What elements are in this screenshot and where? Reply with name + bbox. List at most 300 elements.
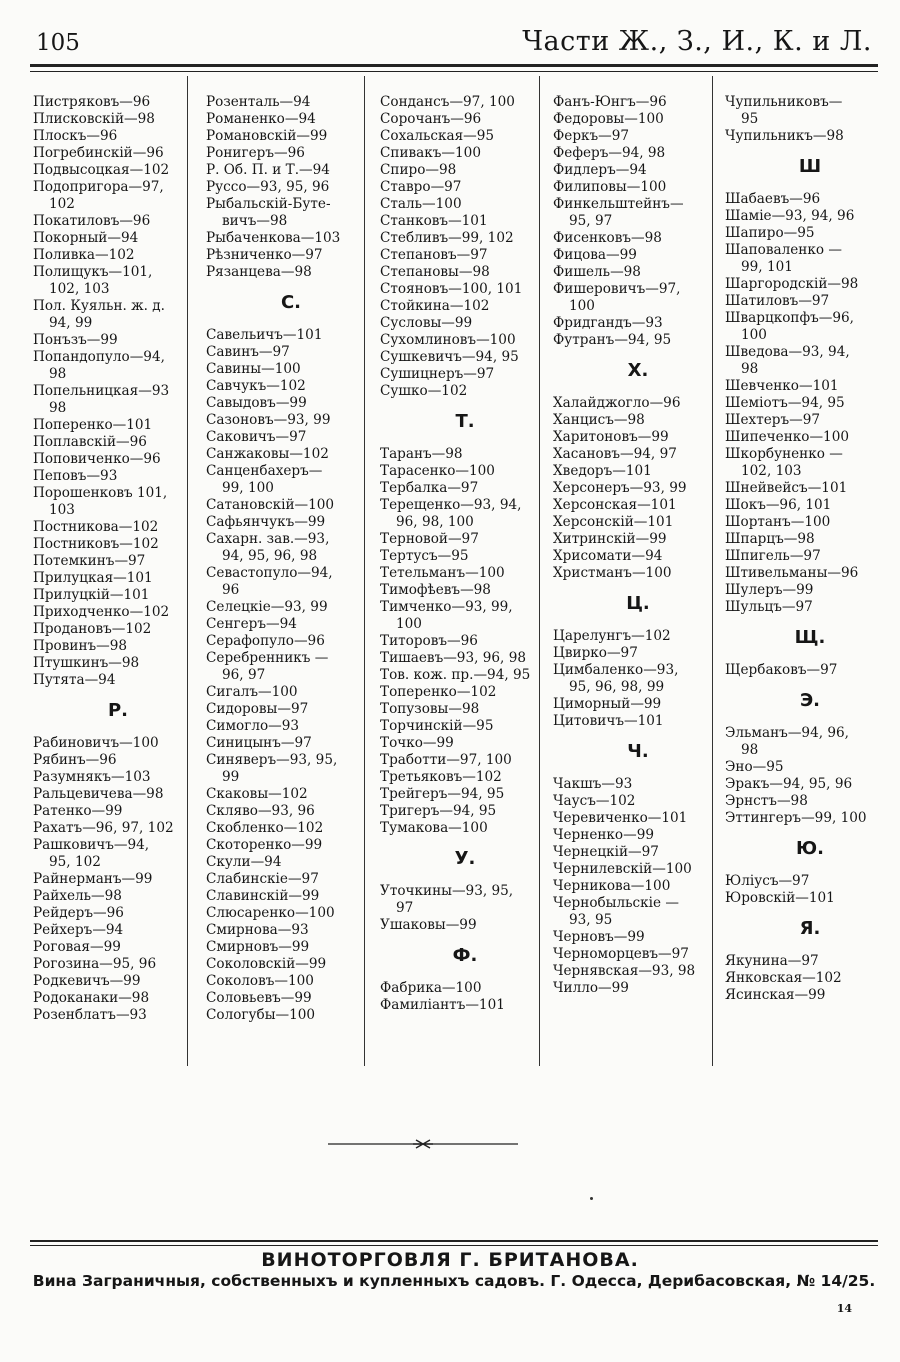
index-entry	[206, 412, 376, 429]
entry-line: Синяверъ—93, 95,	[206, 752, 338, 768]
entry-line: Тишаевъ—93, 96, 98	[380, 650, 526, 666]
entry-line: Фидлеръ—94	[553, 162, 647, 178]
index-entry	[380, 162, 550, 179]
entry-line: Футранъ—94, 95	[553, 332, 672, 348]
entry-line: Чакшъ—93	[553, 776, 633, 792]
index-entry	[206, 111, 376, 128]
index-entry	[33, 973, 203, 990]
entry-line: Поливка—102	[33, 247, 135, 263]
entry-line: Постниковъ—102	[33, 536, 159, 552]
entry-line: Сазоновъ—93, 99	[206, 412, 331, 428]
entry-line: Шеміотъ—94, 95	[725, 395, 845, 411]
index-entry	[725, 776, 895, 793]
advertisement-line: Вина Заграничныя, собственныхъ и купленныхъ садовъ. Г. Одесса, Дерибасовская, № 14/25.	[32, 1272, 876, 1290]
section-letter-heading: У.	[454, 848, 476, 869]
index-entry	[553, 446, 723, 463]
index-column-4	[553, 94, 723, 997]
index-entry	[380, 264, 550, 281]
entry-line: Штивельманы—96	[725, 565, 859, 581]
entry-line: Феркъ—97	[553, 128, 630, 144]
index-column-2	[206, 94, 376, 1024]
entry-line: Шевченко—101	[725, 378, 839, 394]
index-entry	[33, 672, 203, 689]
entry-line: Шаміе—93, 94, 96	[725, 208, 855, 224]
entry-line: Рейдеръ—96	[33, 905, 124, 921]
index-entry	[206, 871, 376, 888]
entry-line: Постникова—102	[33, 519, 159, 535]
index-entry	[33, 264, 203, 298]
entry-line: Третьяковъ—102	[380, 769, 502, 785]
entry-line: Ратенко—99	[33, 803, 123, 819]
index-entry	[725, 759, 895, 776]
index-entry	[380, 565, 550, 582]
index-entry	[380, 997, 550, 1014]
index-entry	[206, 230, 376, 247]
entry-line: Тимофѣевъ—98	[380, 582, 491, 598]
index-entry	[33, 213, 203, 230]
index-entry	[380, 230, 550, 247]
entry-line: Шнейвейсъ—101	[725, 480, 848, 496]
entry-line: Якунина—97	[725, 953, 819, 969]
index-entry	[206, 752, 376, 786]
entry-line: Савчукъ—102	[206, 378, 306, 394]
entry-line: Чернецкій—97	[553, 844, 659, 860]
index-entry	[380, 718, 550, 735]
entry-line: Рѣзниченко—97	[206, 247, 323, 263]
index-entry	[380, 820, 550, 837]
index-entry	[33, 956, 203, 973]
index-entry	[33, 871, 203, 888]
entry-line: Юліусъ—97	[725, 873, 810, 889]
index-entry	[33, 820, 203, 837]
entry-continuation: 96, 97	[222, 667, 266, 683]
entry-line: Царелунгъ—102	[553, 628, 671, 644]
index-entry	[206, 922, 376, 939]
ornamental-rule	[328, 1138, 518, 1150]
index-entry	[553, 145, 723, 162]
entry-line: Фанъ-Юнгъ—96	[553, 94, 667, 110]
entry-continuation: 103	[49, 502, 75, 518]
entry-line: Станковъ—101	[380, 213, 488, 229]
entry-continuation: 95, 97	[569, 213, 613, 229]
index-entry	[553, 895, 723, 929]
entry-line: Романовскій—99	[206, 128, 328, 144]
entry-line: Шокъ—96, 101	[725, 497, 832, 513]
entry-line: Тарасенко—100	[380, 463, 495, 479]
index-entry	[553, 963, 723, 980]
entry-line: Подвысоцкая—102	[33, 162, 170, 178]
index-entry	[553, 128, 723, 145]
entry-line: Романенко—94	[206, 111, 316, 127]
index-entry	[206, 344, 376, 361]
index-entry	[33, 451, 203, 468]
index-entry	[33, 145, 203, 162]
index-entry	[380, 446, 550, 463]
entry-continuation: 94, 95, 96, 98	[222, 548, 318, 564]
entry-line: Тригеръ—94, 95	[380, 803, 497, 819]
entry-line: Черноморцевъ—97	[553, 946, 689, 962]
index-entry	[553, 662, 723, 696]
index-entry	[725, 344, 895, 378]
entry-line: Фишеровичъ—97,	[553, 281, 681, 297]
entry-line: Харитоновъ—99	[553, 429, 669, 445]
entry-line: Топузовы—98	[380, 701, 480, 717]
index-entry	[553, 196, 723, 230]
index-entry	[206, 463, 376, 497]
entry-line: Чернобыльскіе —	[553, 895, 679, 911]
entry-continuation: 102	[49, 196, 75, 212]
index-entry	[725, 890, 895, 907]
entry-line: Скляво—93, 96	[206, 803, 315, 819]
entry-line: Райнерманъ—99	[33, 871, 153, 887]
index-entry	[553, 315, 723, 332]
entry-line: Сухомлиновъ—100	[380, 332, 516, 348]
index-entry	[33, 769, 203, 786]
index-entry	[206, 128, 376, 145]
index-entry	[380, 582, 550, 599]
index-entry	[725, 987, 895, 1004]
index-entry	[206, 820, 376, 837]
entry-continuation: 96	[222, 582, 240, 598]
entry-line: Филиповы—100	[553, 179, 667, 195]
footer-rule-thin	[30, 1245, 878, 1246]
entry-line: Тработти—97, 100	[380, 752, 512, 768]
index-entry	[725, 429, 895, 446]
index-entry	[33, 298, 203, 332]
entry-line: Рыбальскій-Буте-	[206, 196, 331, 212]
entry-line: Стойкина—102	[380, 298, 490, 314]
entry-line: Рыбаченкова—103	[206, 230, 341, 246]
entry-line: Тумакова—100	[380, 820, 488, 836]
index-entry	[33, 519, 203, 536]
entry-line: Соловьевъ—99	[206, 990, 312, 1006]
entry-line: Шкорбуненко —	[725, 446, 843, 462]
index-entry	[206, 94, 376, 111]
section-letter-heading: Ч.	[627, 741, 649, 762]
entry-line: Сенгеръ—94	[206, 616, 297, 632]
entry-line: Поплавскій—96	[33, 434, 147, 450]
entry-continuation: 94, 99	[49, 315, 93, 331]
index-entry	[380, 349, 550, 366]
entry-line: Рябинъ—96	[33, 752, 117, 768]
entry-line: Савельичъ—101	[206, 327, 323, 343]
entry-line: Приходченко—102	[33, 604, 170, 620]
entry-line: Степановы—98	[380, 264, 490, 280]
entry-line: Ставро—97	[380, 179, 462, 195]
index-entry	[206, 196, 376, 230]
footer-rule-thick	[30, 1240, 878, 1242]
entry-line: Руссо—93, 95, 96	[206, 179, 330, 195]
entry-line: Савины—100	[206, 361, 301, 377]
index-entry	[206, 956, 376, 973]
entry-continuation: 93, 95	[569, 912, 613, 928]
index-entry	[725, 208, 895, 225]
index-entry	[206, 650, 376, 684]
index-entry	[553, 628, 723, 645]
entry-line: Хитринскій—99	[553, 531, 667, 547]
index-entry	[33, 349, 203, 383]
entry-line: Титоровъ—96	[380, 633, 478, 649]
index-entry	[553, 395, 723, 412]
index-entry	[206, 247, 376, 264]
index-entry	[553, 810, 723, 827]
index-entry	[206, 973, 376, 990]
entry-line: Терновой—97	[380, 531, 479, 547]
entry-line: Прилуцкая—101	[33, 570, 153, 586]
entry-line: Сидоровы—97	[206, 701, 309, 717]
index-entry	[380, 111, 550, 128]
index-entry	[33, 383, 203, 417]
index-entry	[553, 776, 723, 793]
entry-line: Уточкины—93, 95,	[380, 883, 514, 899]
section-letter-heading: Э.	[799, 690, 821, 711]
entry-line: Розенталь—94	[206, 94, 311, 110]
entry-line: Сушкевичъ—94, 95	[380, 349, 519, 365]
sheet-signature: 14	[836, 1302, 852, 1315]
entry-line: Точко—99	[380, 735, 454, 751]
index-entry	[33, 803, 203, 820]
entry-line: Топеренко—102	[380, 684, 497, 700]
index-entry	[553, 264, 723, 281]
entry-line: Сахарн. зав.—93,	[206, 531, 330, 547]
entry-line: Сигалъ—100	[206, 684, 298, 700]
index-entry	[380, 735, 550, 752]
index-entry	[380, 179, 550, 196]
index-entry	[553, 696, 723, 713]
index-entry	[206, 837, 376, 854]
entry-line: Смирновъ—99	[206, 939, 310, 955]
entry-line: Скули—94	[206, 854, 282, 870]
section-letter-heading: Х.	[627, 360, 649, 381]
index-entry	[553, 230, 723, 247]
entry-line: Покатиловъ—96	[33, 213, 151, 229]
section-letter-heading: С.	[280, 292, 302, 313]
index-entry	[380, 145, 550, 162]
index-entry	[206, 145, 376, 162]
index-entry	[33, 638, 203, 655]
index-entry	[206, 378, 376, 395]
entry-line: Хрисомати—94	[553, 548, 663, 564]
entry-continuation: 97	[396, 900, 414, 916]
index-entry	[33, 247, 203, 264]
entry-line: Ханцисъ—98	[553, 412, 645, 428]
index-entry	[725, 225, 895, 242]
entry-line: Финкельштейнъ—	[553, 196, 684, 212]
index-column-1	[33, 94, 203, 1024]
entry-line: Соколовскій—99	[206, 956, 327, 972]
entry-line: Серафопуло—96	[206, 633, 325, 649]
index-entry	[553, 429, 723, 446]
entry-line: Роговая—99	[33, 939, 121, 955]
index-entry	[33, 417, 203, 434]
entry-continuation: 100	[396, 616, 422, 632]
index-entry	[380, 701, 550, 718]
index-entry	[553, 514, 723, 531]
entry-line: Рязанцева—98	[206, 264, 312, 280]
speck	[590, 1197, 593, 1200]
entry-line: Рахатъ—96, 97, 102	[33, 820, 174, 836]
index-entry	[553, 480, 723, 497]
index-entry	[380, 786, 550, 803]
entry-line: Терещенко—93, 94,	[380, 497, 522, 513]
section-letter-heading: Ш	[798, 156, 822, 177]
entry-line: Скаковы—102	[206, 786, 308, 802]
entry-line: Провинъ—98	[33, 638, 128, 654]
index-entry	[725, 242, 895, 276]
entry-line: Сушко—102	[380, 383, 468, 399]
entry-line: Шаповаленко —	[725, 242, 842, 258]
entry-line: Селецкіе—93, 99	[206, 599, 328, 615]
entry-continuation: 99	[222, 769, 240, 785]
entry-line: Черновъ—99	[553, 929, 645, 945]
index-entry	[380, 281, 550, 298]
entry-line: Сусловы—99	[380, 315, 473, 331]
index-entry	[33, 1007, 203, 1024]
index-entry	[33, 990, 203, 1007]
entry-line: Поперенко—101	[33, 417, 153, 433]
index-entry	[206, 361, 376, 378]
index-entry	[33, 922, 203, 939]
index-entry	[33, 536, 203, 553]
index-entry	[206, 633, 376, 650]
index-entry	[725, 514, 895, 531]
index-entry	[206, 735, 376, 752]
entry-line: Фишель—98	[553, 264, 641, 280]
entry-line: Продановъ—102	[33, 621, 152, 637]
index-entry	[380, 247, 550, 264]
index-entry	[206, 327, 376, 344]
header-rule-thin	[30, 71, 878, 72]
entry-line: Пол. Куяльн. ж. д.	[33, 298, 165, 314]
index-entry	[380, 599, 550, 633]
index-entry	[725, 395, 895, 412]
entry-line: Покорный—94	[33, 230, 139, 246]
entry-line: Таранъ—98	[380, 446, 463, 462]
index-entry	[206, 531, 376, 565]
index-entry	[553, 827, 723, 844]
entry-line: Херсонскій—101	[553, 514, 674, 530]
index-entry	[33, 604, 203, 621]
index-entry	[33, 735, 203, 752]
index-entry	[206, 514, 376, 531]
entry-line: Фамиліантъ—101	[380, 997, 505, 1013]
index-entry	[725, 412, 895, 429]
entry-continuation: 95, 96, 98, 99	[569, 679, 665, 695]
entry-line: Потемкинъ—97	[33, 553, 146, 569]
index-entry	[725, 953, 895, 970]
index-entry	[553, 497, 723, 514]
entry-line: Славинскій—99	[206, 888, 320, 904]
entry-line: Розенблатъ—93	[33, 1007, 147, 1023]
index-entry	[380, 769, 550, 786]
entry-line: Синицынъ—97	[206, 735, 312, 751]
entry-line: Савыдовъ—99	[206, 395, 307, 411]
entry-line: Плоскъ—96	[33, 128, 118, 144]
index-entry	[206, 803, 376, 820]
index-entry	[206, 565, 376, 599]
entry-line: Сталь—100	[380, 196, 462, 212]
entry-continuation: 100	[741, 327, 767, 343]
index-entry	[380, 531, 550, 548]
index-entry	[33, 468, 203, 485]
index-entry	[380, 94, 550, 111]
entry-line: Тетельманъ—100	[380, 565, 505, 581]
entry-line: Ясинская—99	[725, 987, 826, 1003]
entry-continuation: вичъ—98	[222, 213, 288, 229]
index-entry	[33, 621, 203, 638]
index-entry	[206, 446, 376, 463]
entry-continuation: 95, 102	[49, 854, 101, 870]
entry-line: Санценбахеръ—	[206, 463, 323, 479]
index-entry	[553, 463, 723, 480]
index-entry	[553, 281, 723, 315]
index-entry	[206, 990, 376, 1007]
index-entry	[380, 332, 550, 349]
entry-line: Севастопуло—94,	[206, 565, 333, 581]
section-letter-heading: Я.	[799, 918, 821, 939]
entry-line: Райхель—98	[33, 888, 122, 904]
entry-line: Стояновъ—100, 101	[380, 281, 523, 297]
index-entry	[206, 395, 376, 412]
entry-line: Чернявская—93, 98	[553, 963, 696, 979]
index-entry	[725, 793, 895, 810]
index-entry	[33, 162, 203, 179]
page-number: 105	[36, 30, 80, 56]
index-entry	[206, 179, 376, 196]
index-entry	[380, 650, 550, 667]
index-entry	[725, 293, 895, 310]
entry-line: Шульцъ—97	[725, 599, 813, 615]
index-entry	[206, 264, 376, 281]
entry-continuation: 98	[741, 361, 759, 377]
index-entry	[380, 480, 550, 497]
entry-line: Попандопуло—94,	[33, 349, 165, 365]
index-entry	[553, 531, 723, 548]
entry-line: Эльманъ—94, 96,	[725, 725, 849, 741]
entry-line: Шпарцъ—98	[725, 531, 815, 547]
index-entry	[553, 946, 723, 963]
index-entry	[380, 128, 550, 145]
index-entry	[380, 497, 550, 531]
entry-continuation: 99, 100	[222, 480, 274, 496]
entry-continuation: 100	[569, 298, 595, 314]
entry-line: Тертусъ—95	[380, 548, 469, 564]
index-entry	[725, 548, 895, 565]
entry-line: Сорочанъ—96	[380, 111, 482, 127]
entry-line: Слабинскіе—97	[206, 871, 319, 887]
entry-line: Эрнстъ—98	[725, 793, 808, 809]
index-entry	[725, 310, 895, 344]
index-entry	[380, 366, 550, 383]
index-entry	[206, 497, 376, 514]
entry-line: Степановъ—97	[380, 247, 488, 263]
index-entry	[553, 179, 723, 196]
entry-line: Шабаевъ—96	[725, 191, 821, 207]
index-column-3	[380, 94, 550, 1014]
entry-line: Пистряковъ—96	[33, 94, 151, 110]
index-entry	[553, 645, 723, 662]
index-entry	[33, 837, 203, 871]
index-column-5	[725, 94, 895, 1004]
index-entry	[380, 752, 550, 769]
index-entry	[33, 94, 203, 111]
entry-line: Родкевичъ—99	[33, 973, 141, 989]
index-entry	[206, 162, 376, 179]
index-entry	[206, 684, 376, 701]
entry-line: Савинъ—97	[206, 344, 290, 360]
entry-line: Шулеръ—99	[725, 582, 814, 598]
index-entry	[33, 332, 203, 349]
